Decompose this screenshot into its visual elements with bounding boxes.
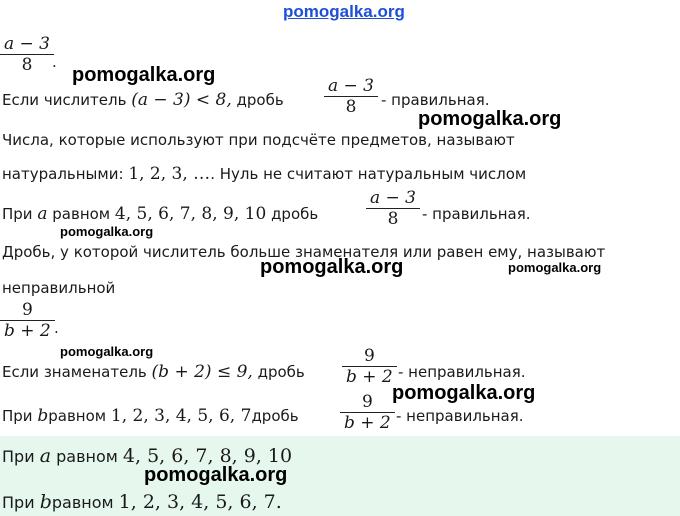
natural-definition-line1: Числа, которые используют при подсчёте предметов, называют	[2, 131, 515, 149]
fraction-numerator: 9	[0, 300, 55, 321]
text: При	[2, 407, 33, 425]
watermark: pomogalka.org	[144, 464, 288, 486]
watermark: pomogalka.org	[508, 260, 602, 275]
text: При	[2, 493, 35, 512]
fraction-9-over-b-plus-2	[340, 392, 395, 433]
condition-math: (a − 3) < 8,	[131, 90, 232, 110]
period: .	[54, 319, 59, 337]
fraction-denominator: b + 2	[346, 367, 393, 387]
values-math: 4, 5, 6, 7, 8, 9, 10	[114, 204, 267, 224]
watermark: pomogalka.org	[60, 344, 154, 359]
natural-definition-line2	[2, 164, 526, 184]
watermark: pomogalka.org	[260, 256, 404, 278]
text: равном	[48, 407, 107, 425]
watermark-link[interactable]: pomogalka.org	[283, 2, 405, 21]
text: Если знаменатель	[2, 363, 147, 381]
improper-definition-line1: Дробь, у которой числитель больше знаменателя или равен ему, называют	[2, 243, 606, 261]
fraction-a-minus-3-over-8	[0, 34, 54, 75]
watermark: pomogalka.org	[72, 64, 216, 86]
variable-a: a	[39, 445, 52, 467]
improper-condition-line	[2, 362, 305, 382]
text: дробь	[236, 91, 284, 109]
text: дробь	[257, 363, 305, 381]
text: равном	[52, 205, 111, 223]
watermark: pomogalka.org	[418, 108, 562, 130]
text: При	[2, 205, 33, 223]
variable-b: b	[37, 406, 49, 426]
proper-values-line	[2, 204, 318, 224]
text: дробь	[251, 407, 299, 425]
values-math: 1, 2, 3, 4, 5, 6, 7.	[118, 491, 282, 513]
condition-math: (b + 2) ≤ 9,	[151, 362, 253, 382]
improper-label: - неправильная.	[396, 407, 524, 425]
values-math: 1, 2, 3, 4, 5, 6, 7	[110, 406, 252, 426]
fraction-denominator: 8	[21, 55, 33, 75]
text: натуральными:	[2, 165, 124, 183]
fraction-denominator: 8	[345, 97, 357, 117]
improper-values-line	[2, 406, 299, 426]
fraction-numerator: 9	[342, 346, 397, 367]
variable-a: a	[37, 204, 48, 224]
fraction-9-over-b-plus-2	[0, 300, 55, 341]
proper-label: - правильная.	[422, 205, 531, 223]
text: дробь	[271, 205, 319, 223]
values-math: 4, 5, 6, 7, 8, 9, 10	[122, 445, 293, 467]
text: равном	[56, 447, 118, 466]
answer-line-b	[2, 492, 282, 513]
watermark: pomogalka.org	[60, 224, 154, 239]
improper-label: - неправильная.	[398, 363, 526, 381]
improper-definition-line2: неправильной	[2, 279, 116, 297]
text: равном	[51, 493, 114, 512]
period: .	[52, 53, 57, 71]
fraction-denominator: 8	[387, 209, 399, 229]
text: Если числитель	[2, 91, 127, 109]
natural-numbers-math: 1, 2, 3, …	[128, 164, 211, 184]
proper-label: - правильная.	[381, 91, 490, 109]
text: . Нуль не считают натуральным числом	[210, 165, 527, 183]
fraction-numerator: a − 3	[366, 188, 420, 209]
proper-condition-line	[2, 90, 284, 110]
fraction-a-minus-3-over-8	[366, 188, 420, 229]
fraction-denominator: b + 2	[4, 321, 51, 341]
fraction-numerator: a − 3	[324, 76, 378, 97]
fraction-9-over-b-plus-2	[342, 346, 397, 387]
fraction-numerator: a − 3	[0, 34, 54, 55]
watermark: pomogalka.org	[392, 382, 536, 404]
fraction-a-minus-3-over-8	[324, 76, 378, 117]
fraction-denominator: b + 2	[344, 413, 391, 433]
variable-b: b	[39, 491, 52, 513]
fraction-numerator: 9	[340, 392, 395, 413]
text: При	[2, 447, 35, 466]
